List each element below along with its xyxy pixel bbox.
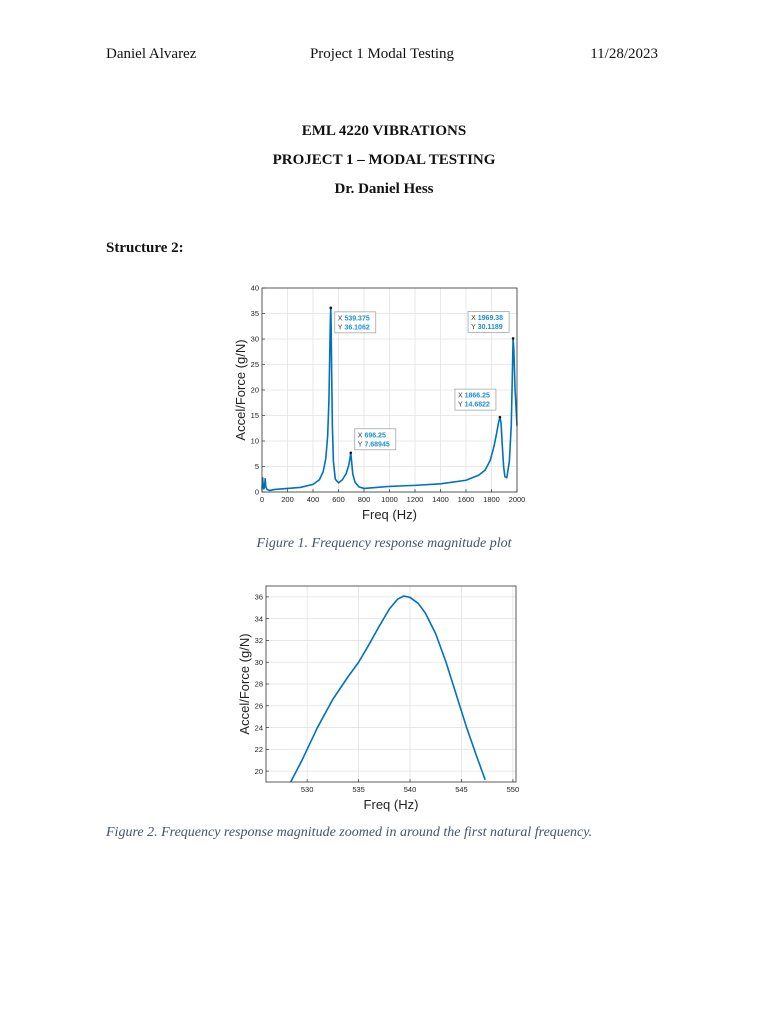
y-tick-label: 10 [250, 436, 259, 446]
y-axis-label: Accel/Force (g/N) [237, 633, 252, 735]
x-axis-label: Freq (Hz) [362, 507, 417, 522]
instructor-name: Dr. Daniel Hess [334, 181, 434, 197]
x-tick-label: 800 [357, 495, 371, 504]
y-tick-label: 15 [250, 411, 259, 421]
datatip-marker [512, 337, 515, 340]
datatip-y-label: Y [457, 401, 463, 409]
datatip-x-value: 1866.25 [464, 392, 490, 400]
x-tick-label: 550 [506, 785, 520, 794]
datatip-marker [499, 416, 502, 419]
x-tick-label: 1400 [432, 495, 449, 504]
course-title: EML 4220 VIBRATIONS [301, 123, 467, 139]
y-tick-label: 32 [254, 636, 263, 646]
x-tick-label: 540 [403, 785, 417, 794]
y-tick-label: 25 [250, 360, 259, 370]
datatip-x-value: 696.25 [364, 432, 386, 440]
datatip-x-label: X [357, 432, 363, 440]
section-heading: Structure 2: [106, 240, 184, 256]
datatip-x-label: X [337, 315, 343, 323]
x-tick-label: 2000 [508, 495, 526, 504]
datatip-marker [349, 451, 352, 454]
datatip-marker [329, 307, 332, 310]
header-project: Project 1 Modal Testing [309, 46, 455, 62]
x-tick-label: 200 [281, 495, 294, 504]
header-date: 11/28/2023 [590, 46, 658, 62]
datatip-y-value: 14.6822 [464, 401, 490, 409]
y-tick-label: 0 [254, 487, 259, 497]
y-tick-label: 26 [254, 701, 263, 711]
y-tick-label: 22 [254, 745, 263, 755]
datatip-y-label: Y [337, 324, 343, 332]
x-tick-label: 600 [332, 495, 345, 504]
x-tick-label: 545 [455, 785, 468, 794]
y-tick-label: 24 [254, 723, 263, 733]
datatip-x-value: 1969.38 [477, 314, 504, 322]
figure-2 [232, 578, 528, 818]
page-header [106, 46, 658, 68]
x-tick-label: 535 [352, 785, 365, 794]
x-tick-label: 400 [306, 495, 320, 504]
figure-1 [228, 280, 528, 530]
y-tick-label: 20 [250, 385, 259, 395]
y-tick-label: 36 [254, 592, 263, 602]
datatip-x [358, 432, 386, 439]
y-tick-label: 35 [250, 309, 259, 319]
y-tick-label: 28 [254, 679, 263, 689]
y-tick-label: 20 [254, 766, 263, 776]
title-block [0, 120, 768, 207]
y-tick-label: 34 [254, 614, 263, 624]
y-tick-label: 5 [254, 462, 259, 472]
frequency-response-chart [228, 280, 528, 530]
datatip-x-label: X [457, 392, 463, 400]
header-author: Daniel Alvarez [106, 46, 197, 62]
x-tick-label: 1800 [483, 495, 500, 504]
x-tick-label: 1000 [381, 495, 398, 504]
x-tick-label: 1600 [457, 495, 475, 504]
datatip-y-label: Y [357, 441, 363, 449]
x-axis-label: Freq (Hz) [363, 797, 419, 812]
datatip-y-value: 36.1062 [344, 324, 370, 332]
x-tick-label: 0 [259, 495, 265, 504]
datatip-y-label: Y [471, 323, 476, 331]
project-title: PROJECT 1 – MODAL TESTING [272, 152, 496, 168]
y-axis-label: Accel/Force (g/N) [233, 339, 248, 441]
datatip-y-value: 7.68945 [364, 441, 390, 449]
x-tick-label: 530 [300, 785, 314, 794]
datatip-y-value: 30.1189 [477, 323, 503, 331]
y-tick-label: 30 [250, 334, 259, 344]
y-tick-label: 30 [254, 657, 263, 667]
figure-1-caption: Figure 1. Frequency response magnitude plot [256, 536, 512, 551]
datatip-x-label: X [471, 314, 476, 322]
x-tick-label: 1200 [406, 495, 424, 504]
figure-2-caption: Figure 2. Frequency response magnitude zoomed in around the first natural frequency. [106, 825, 593, 840]
y-tick-label: 40 [250, 283, 259, 293]
zoomed-frequency-response-chart [232, 578, 528, 818]
datatip-x-value: 539.375 [344, 315, 370, 323]
